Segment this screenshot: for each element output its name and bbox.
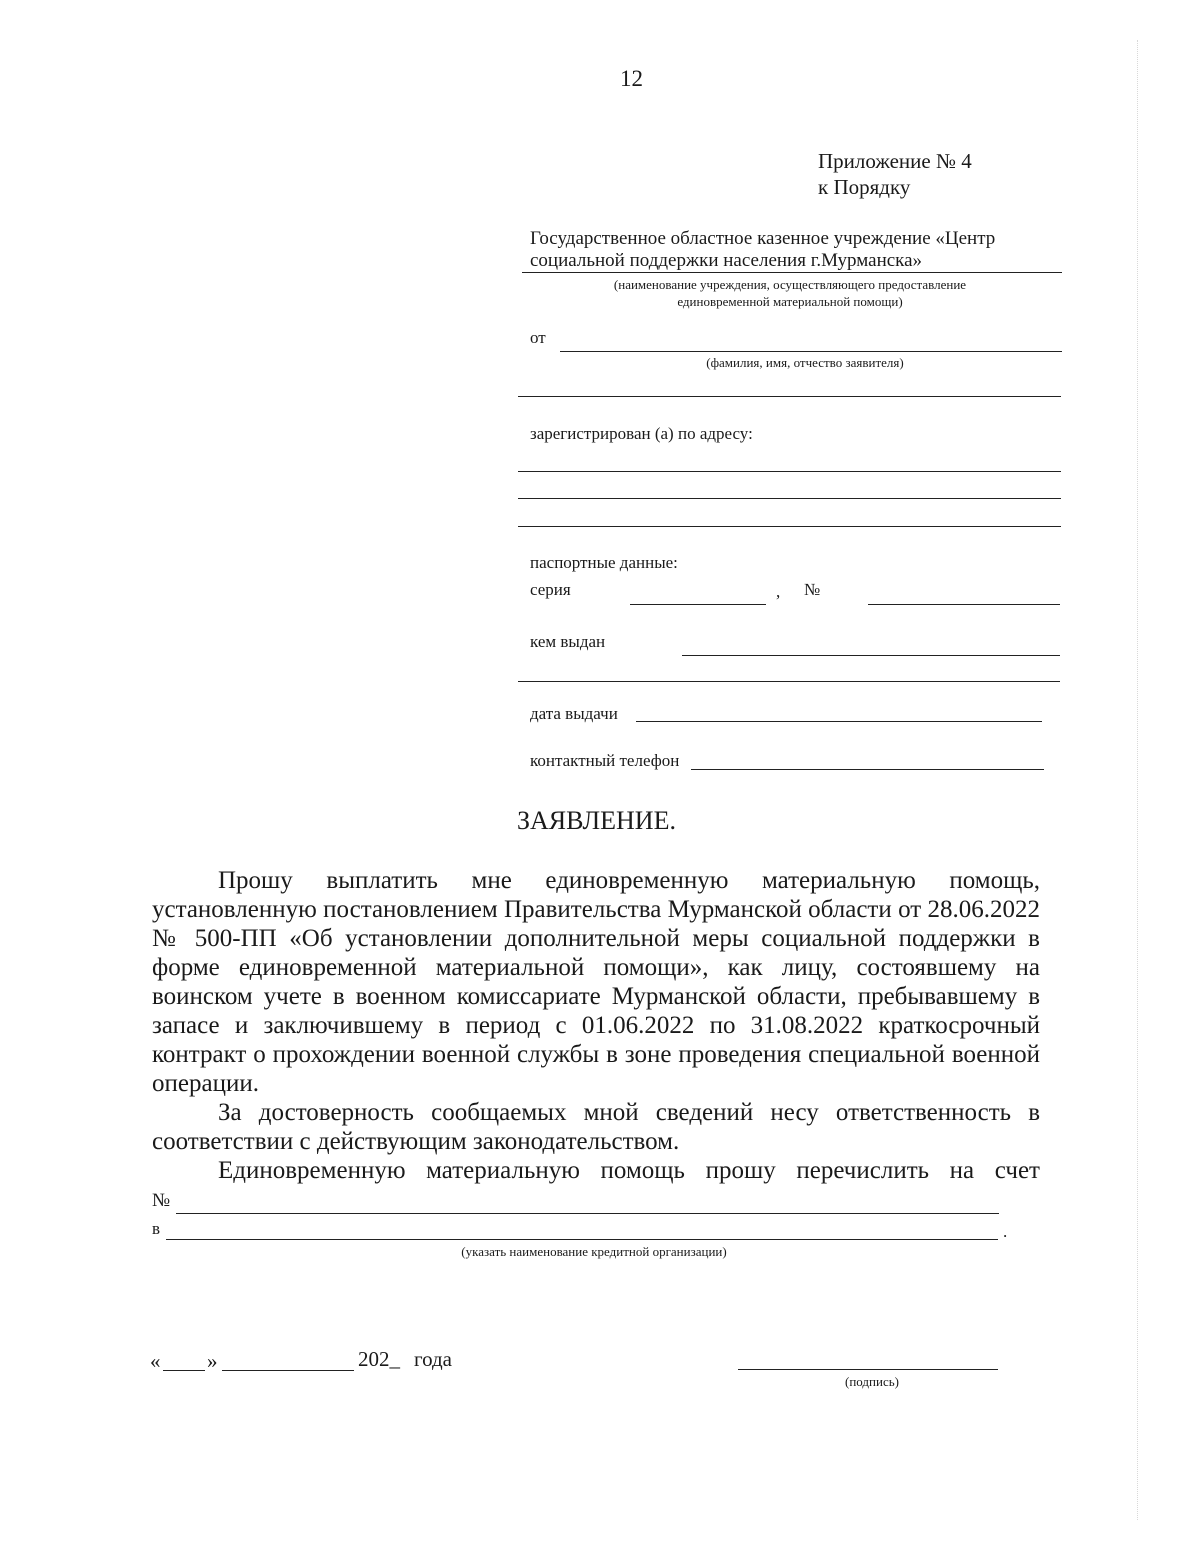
- phone-label: контактный телефон: [530, 751, 680, 770]
- date-year-prefix: 202_: [358, 1347, 400, 1371]
- bank-name-field[interactable]: [166, 1239, 998, 1240]
- passport-number-field[interactable]: [868, 604, 1060, 605]
- date-year-word: года: [414, 1347, 452, 1371]
- account-number-field[interactable]: [176, 1213, 999, 1214]
- address-field-2[interactable]: [518, 498, 1061, 499]
- issue-date-field[interactable]: [636, 721, 1042, 722]
- addressee-caption-2: единовременной материальной помощи): [677, 294, 903, 309]
- phone-field[interactable]: [691, 769, 1044, 770]
- series-comma: ,: [776, 582, 781, 601]
- scan-edge-artifact: [1137, 40, 1138, 1520]
- addressee-underline: [522, 272, 1062, 273]
- address-field-3[interactable]: [518, 526, 1061, 527]
- passport-number-label: №: [804, 580, 821, 599]
- applicant-name-field[interactable]: [560, 351, 1062, 352]
- signature-field[interactable]: [738, 1369, 998, 1370]
- addressee-line-2: социальной поддержки населения г.Мурманска»: [530, 250, 923, 271]
- addressee-caption-1: (наименование учреждения, осуществляющего предоставление: [613, 277, 967, 292]
- statement-title: ЗАЯВЛЕНИЕ.: [517, 806, 676, 835]
- date-month-field[interactable]: [222, 1370, 354, 1371]
- applicant-name-field-2[interactable]: [518, 396, 1061, 397]
- statement-paragraph-2: За достоверность сообщаемых мной сведений несу ответственность в соответствии с действующим законодательством.: [152, 1099, 1040, 1155]
- bank-prefix: в: [152, 1219, 161, 1238]
- address-label: зарегистрирован (а) по адресу:: [530, 424, 753, 443]
- addressee-line-1: Государственное областное казенное учреждение «Центр: [530, 228, 996, 249]
- passport-label: паспортные данные:: [530, 553, 678, 572]
- date-day-field[interactable]: [163, 1370, 205, 1371]
- date-close-quote: »: [207, 1349, 218, 1373]
- series-label: серия: [530, 580, 571, 599]
- issued-by-field-2[interactable]: [518, 681, 1060, 682]
- issued-by-field[interactable]: [682, 655, 1060, 656]
- statement-body: [152, 866, 1040, 1185]
- issue-date-label: дата выдачи: [530, 704, 618, 723]
- passport-series-field[interactable]: [630, 604, 766, 605]
- account-number-label: №: [152, 1190, 171, 1211]
- bank-end-dot: .: [1003, 1222, 1008, 1241]
- statement-paragraph-3: Единовременную материальную помощь прошу перечислить на счет: [218, 1157, 1040, 1184]
- bank-caption: (указать наименование кредитной организации): [461, 1244, 727, 1259]
- applicant-name-caption: (фамилия, имя, отчество заявителя): [706, 355, 904, 370]
- signature-caption: (подпись): [845, 1374, 899, 1389]
- appendix-title: Приложение № 4: [818, 149, 972, 173]
- issued-by-label: кем выдан: [530, 632, 606, 651]
- statement-paragraph-1: Прошу выплатить мне единовременную материальную помощь, установленную постановлением Правительства Мурманской области от 28.06.2022 № 500-ПП «Об установлении дополнительной меры социальной поддержки в форме единовременной материальной помощи», как лицу, состоявшему на воинском учете в военном комиссариате Мурманской области, пребывавшему в запасе и заключившему в период с 01.06.2022 по 31.08.2022 краткосрочный контракт о прохождении военной службы в зоне проведения специальной военной операции.: [152, 867, 1040, 1097]
- from-label: от: [530, 328, 546, 347]
- date-open-quote: «: [150, 1349, 161, 1373]
- page-number: 12: [620, 66, 643, 91]
- address-field-1[interactable]: [518, 471, 1061, 472]
- appendix-reference: к Порядку: [818, 175, 911, 199]
